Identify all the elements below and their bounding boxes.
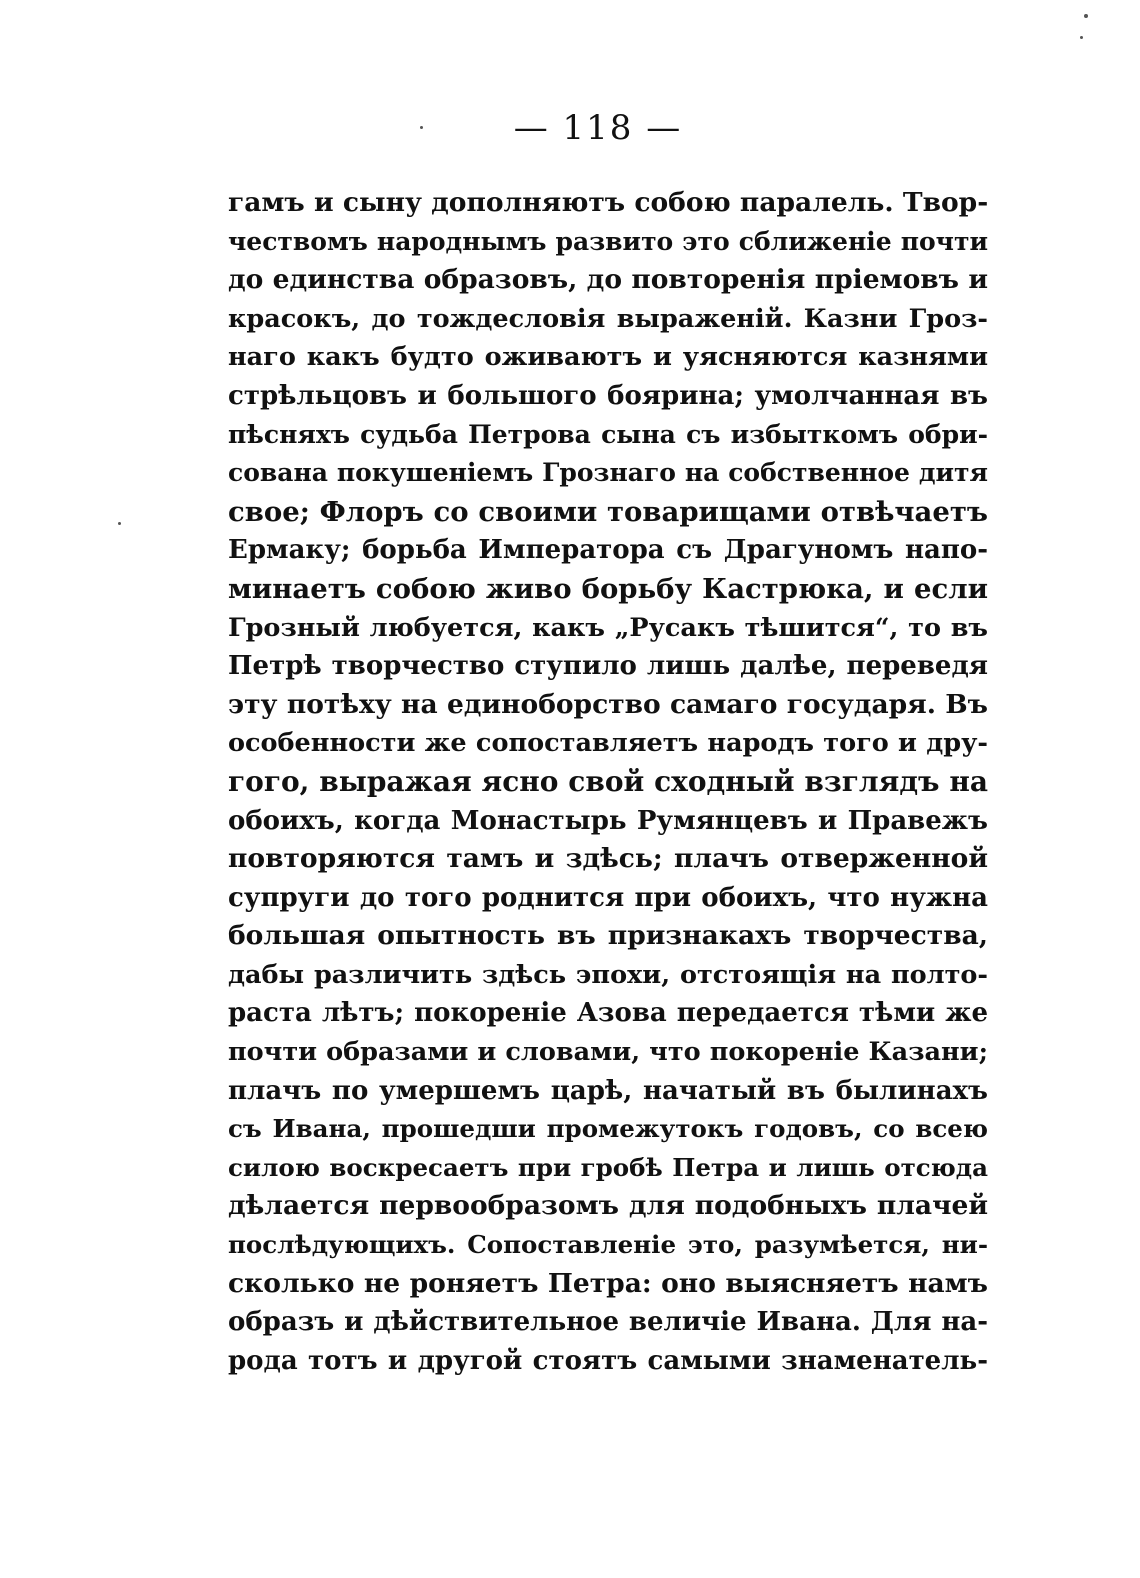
scan-speck — [1084, 14, 1088, 18]
body-text — [228, 184, 988, 1380]
text-line: Грозный любуется, какъ „Русакъ тѣшится“, то въ — [228, 612, 988, 643]
scan-speck — [118, 522, 121, 525]
text-line: особенности же сопоставляетъ народъ того и дру- — [228, 728, 988, 759]
text-line: дѣлается первообразомъ для подобныхъ плачей — [228, 1190, 988, 1222]
text-line: большая опытность въ признакахъ творчества, — [228, 920, 988, 952]
text-line: эту потѣху на единоборство самаго государя. Въ — [228, 688, 988, 720]
text-line: послѣдующихъ. Сопоставленіе это, разумѣется, ни- — [228, 1230, 988, 1260]
text-line: рода тотъ и другой стоятъ самыми знаменатель- — [228, 1345, 988, 1376]
text-line: силою воскресаетъ при гробѣ Петра и лишь отсюда — [228, 1152, 988, 1182]
text-line: раста лѣтъ; покореніе Азова передается тѣми же — [228, 998, 988, 1029]
text-line: гамъ и сыну дополняютъ собою паралель. Твор- — [228, 187, 989, 218]
text-line: стрѣльцовъ и большого боярина; умолчанная въ — [228, 380, 988, 411]
text-line: Ермаку; борьба Императора съ Драгуномъ напо- — [228, 535, 988, 566]
text-line: свое; Флоръ со своими товарищами отвѣчаетъ — [228, 495, 988, 528]
text-line: повторяются тамъ и здѣсь; плачъ отверженной — [228, 843, 988, 875]
text-line: сколько не роняетъ Петра: оно выясняетъ намъ — [228, 1267, 988, 1299]
text-line: плачъ по умершемъ царѣ, начатый въ былинахъ — [228, 1075, 988, 1106]
text-line: съ Ивана, прошедши промежутокъ годовъ, со всею — [228, 1114, 988, 1144]
text-line: чествомъ народнымъ развито это сближеніе почти — [228, 226, 988, 256]
text-line: минаетъ собою живо борьбу Кастрюка, и если — [228, 572, 988, 605]
text-line: до единства образовъ, до повторенія пріемовъ и — [228, 264, 988, 296]
text-line: пѣсняхъ судьба Петрова сына съ избыткомъ обри- — [228, 419, 988, 449]
scan-speck — [420, 126, 423, 129]
text-line: Петрѣ творчество ступило лишь далѣе, переведя — [228, 651, 988, 682]
text-line: образъ и дѣйствительное величіе Ивана. Для на- — [228, 1307, 988, 1338]
text-line: красокъ, до тождесловія выраженій. Казни Гроз- — [228, 303, 988, 334]
text-line: сована покушеніемъ Грознаго на собственное дитя — [228, 458, 988, 488]
text-line: наго какъ будто оживаютъ и уясняются казнями — [228, 342, 988, 373]
text-line: дабы различить здѣсь эпохи, отстоящія на полто- — [228, 959, 988, 990]
text-line: гого, выражая ясно свой сходный взглядъ на — [228, 764, 988, 798]
text-line: обоихъ, когда Монастырь Румянцевъ и Правежъ — [228, 805, 988, 836]
page-number: — 118 — — [513, 108, 683, 148]
text-line: супруги до того роднится при обоихъ, что нужна — [228, 882, 988, 913]
scan-speck — [1080, 36, 1083, 39]
text-line: почти образами и словами, что покореніе Казани; — [228, 1037, 988, 1068]
